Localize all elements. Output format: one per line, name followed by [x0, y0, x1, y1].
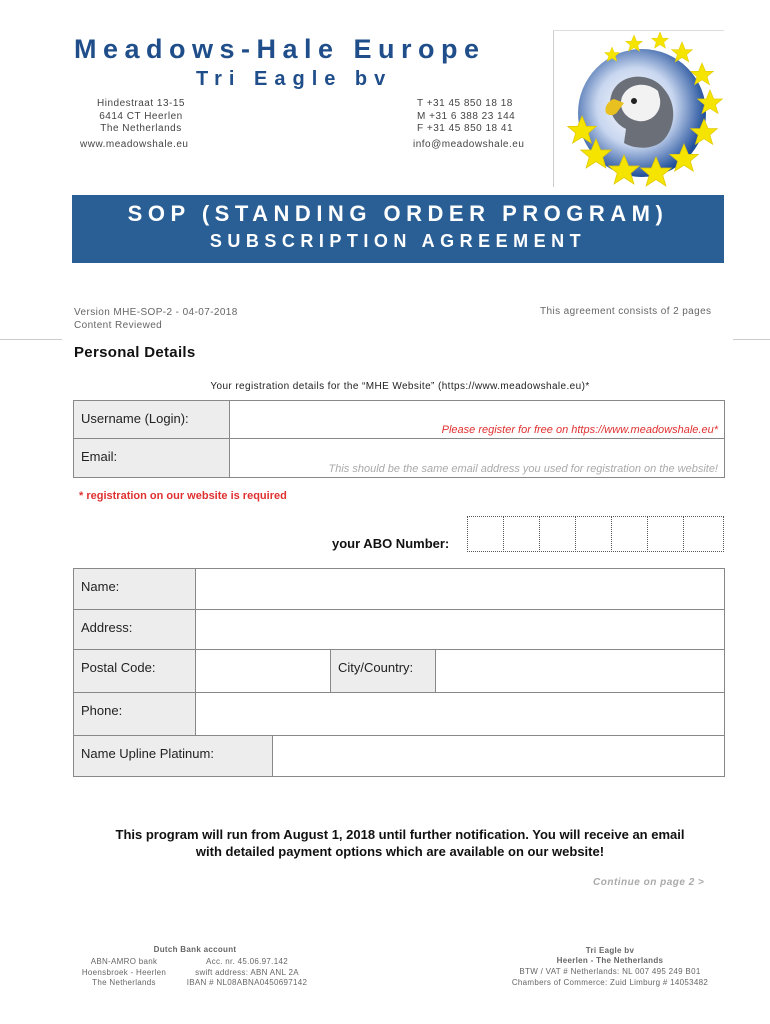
abo-digit-box[interactable] [539, 516, 576, 552]
logo-graphic [554, 31, 724, 187]
abo-digit-box[interactable] [647, 516, 684, 552]
eagle-face-shape [621, 85, 660, 122]
email-hint: This should be the same email address you used for registration on the website! [328, 463, 718, 475]
eagle-eye [631, 98, 637, 104]
bank-line: ABN-AMRO bank [90, 957, 158, 966]
abo-digit-box[interactable] [575, 516, 612, 552]
city-country-field[interactable] [435, 649, 725, 693]
banner-subtitle: SUBSCRIPTION AGREEMENT [209, 231, 587, 251]
registration-info: Your registration details for the “MHE Website” (https://www.meadowshale.eu)* [210, 381, 590, 392]
upline-field[interactable] [272, 735, 725, 777]
name-label: Name: [73, 568, 196, 610]
address-line: Hindestraat 13-15 [97, 98, 185, 109]
abo-digit-box[interactable] [611, 516, 648, 552]
address-label: Address: [73, 609, 196, 650]
continue-note: Continue on page 2 > [593, 877, 705, 888]
postal-code-label: Postal Code: [73, 649, 196, 693]
bank-line: Acc. nr. 45.06.97.142 [206, 957, 288, 966]
bank-line: The Netherlands [92, 978, 156, 987]
contact-phones [417, 98, 515, 136]
bank-line: IBAN # NL08ABNA0450697142 [186, 978, 308, 987]
name-field[interactable] [195, 568, 725, 610]
bank-details-right [182, 957, 312, 989]
version-text: Version MHE-SOP-2 - 04-07-2018 [74, 307, 238, 318]
divider [0, 339, 62, 340]
username-field[interactable] [229, 400, 725, 439]
address-line: The Netherlands [100, 123, 182, 134]
eagle-eu-stars-logo [553, 30, 724, 187]
username-label: Username (Login): [73, 400, 230, 439]
title-banner [72, 195, 724, 263]
company-address [60, 98, 222, 136]
abo-digit-box[interactable] [503, 516, 540, 552]
abo-number-label: your ABO Number: [332, 536, 450, 551]
upline-label: Name Upline Platinum: [73, 735, 273, 777]
company-name: Tri Eagle bv [585, 946, 635, 955]
banner-title: SOP (STANDING ORDER PROGRAM) [127, 201, 669, 226]
brand-subtitle: Tri Eagle bv [196, 68, 393, 90]
phone-label: Phone: [73, 692, 196, 736]
company-location: Heerlen - The Netherlands [556, 956, 664, 965]
abo-digit-box[interactable] [467, 516, 504, 552]
program-line: with detailed payment options which are available on our website! [195, 844, 605, 859]
bank-details-left [76, 957, 172, 989]
bank-line: Hoensbroek - Heerlen [81, 967, 167, 977]
phone-field[interactable] [195, 692, 725, 736]
company-line: Chambers of Commerce: Zuid Limburg # 14053482 [511, 977, 709, 987]
reviewed-text: Content Reviewed [74, 320, 163, 331]
email-field[interactable] [229, 438, 725, 478]
bank-line: swift address: ABN ANL 2A [195, 967, 299, 977]
email-label: Email: [73, 438, 230, 478]
city-country-label: City/Country: [330, 649, 436, 693]
abo-digit-box[interactable] [683, 516, 724, 552]
postal-code-field[interactable] [195, 649, 331, 693]
website-link[interactable]: www.meadowshale.eu [80, 139, 189, 150]
phone-line: M +31 6 388 23 144 [417, 110, 516, 122]
program-notice [74, 826, 726, 860]
company-line: BTW / VAT # Netherlands: NL 007 495 249 B01 [519, 967, 701, 976]
phone-line: F +31 45 850 18 41 [417, 123, 514, 134]
bank-account-title: Dutch Bank account [153, 945, 237, 954]
document-version [74, 306, 238, 332]
section-title: Personal Details [74, 344, 196, 361]
divider [733, 339, 770, 340]
phone-line: T +31 45 850 18 18 [417, 98, 513, 109]
address-line: 6414 CT Heerlen [99, 110, 183, 122]
email-link[interactable]: info@meadowshale.eu [413, 139, 525, 150]
username-hint: Please register for free on https://www.meadowshale.eu* [441, 424, 718, 436]
brand-title: Meadows-Hale Europe [74, 34, 486, 64]
page-count-note: This agreement consists of 2 pages [540, 306, 712, 317]
company-registration [490, 967, 730, 988]
address-field[interactable] [195, 609, 725, 650]
required-note: * registration on our website is required [79, 490, 287, 502]
program-line: This program will run from August 1, 2018 until further notification. You will receive an email [115, 827, 685, 842]
